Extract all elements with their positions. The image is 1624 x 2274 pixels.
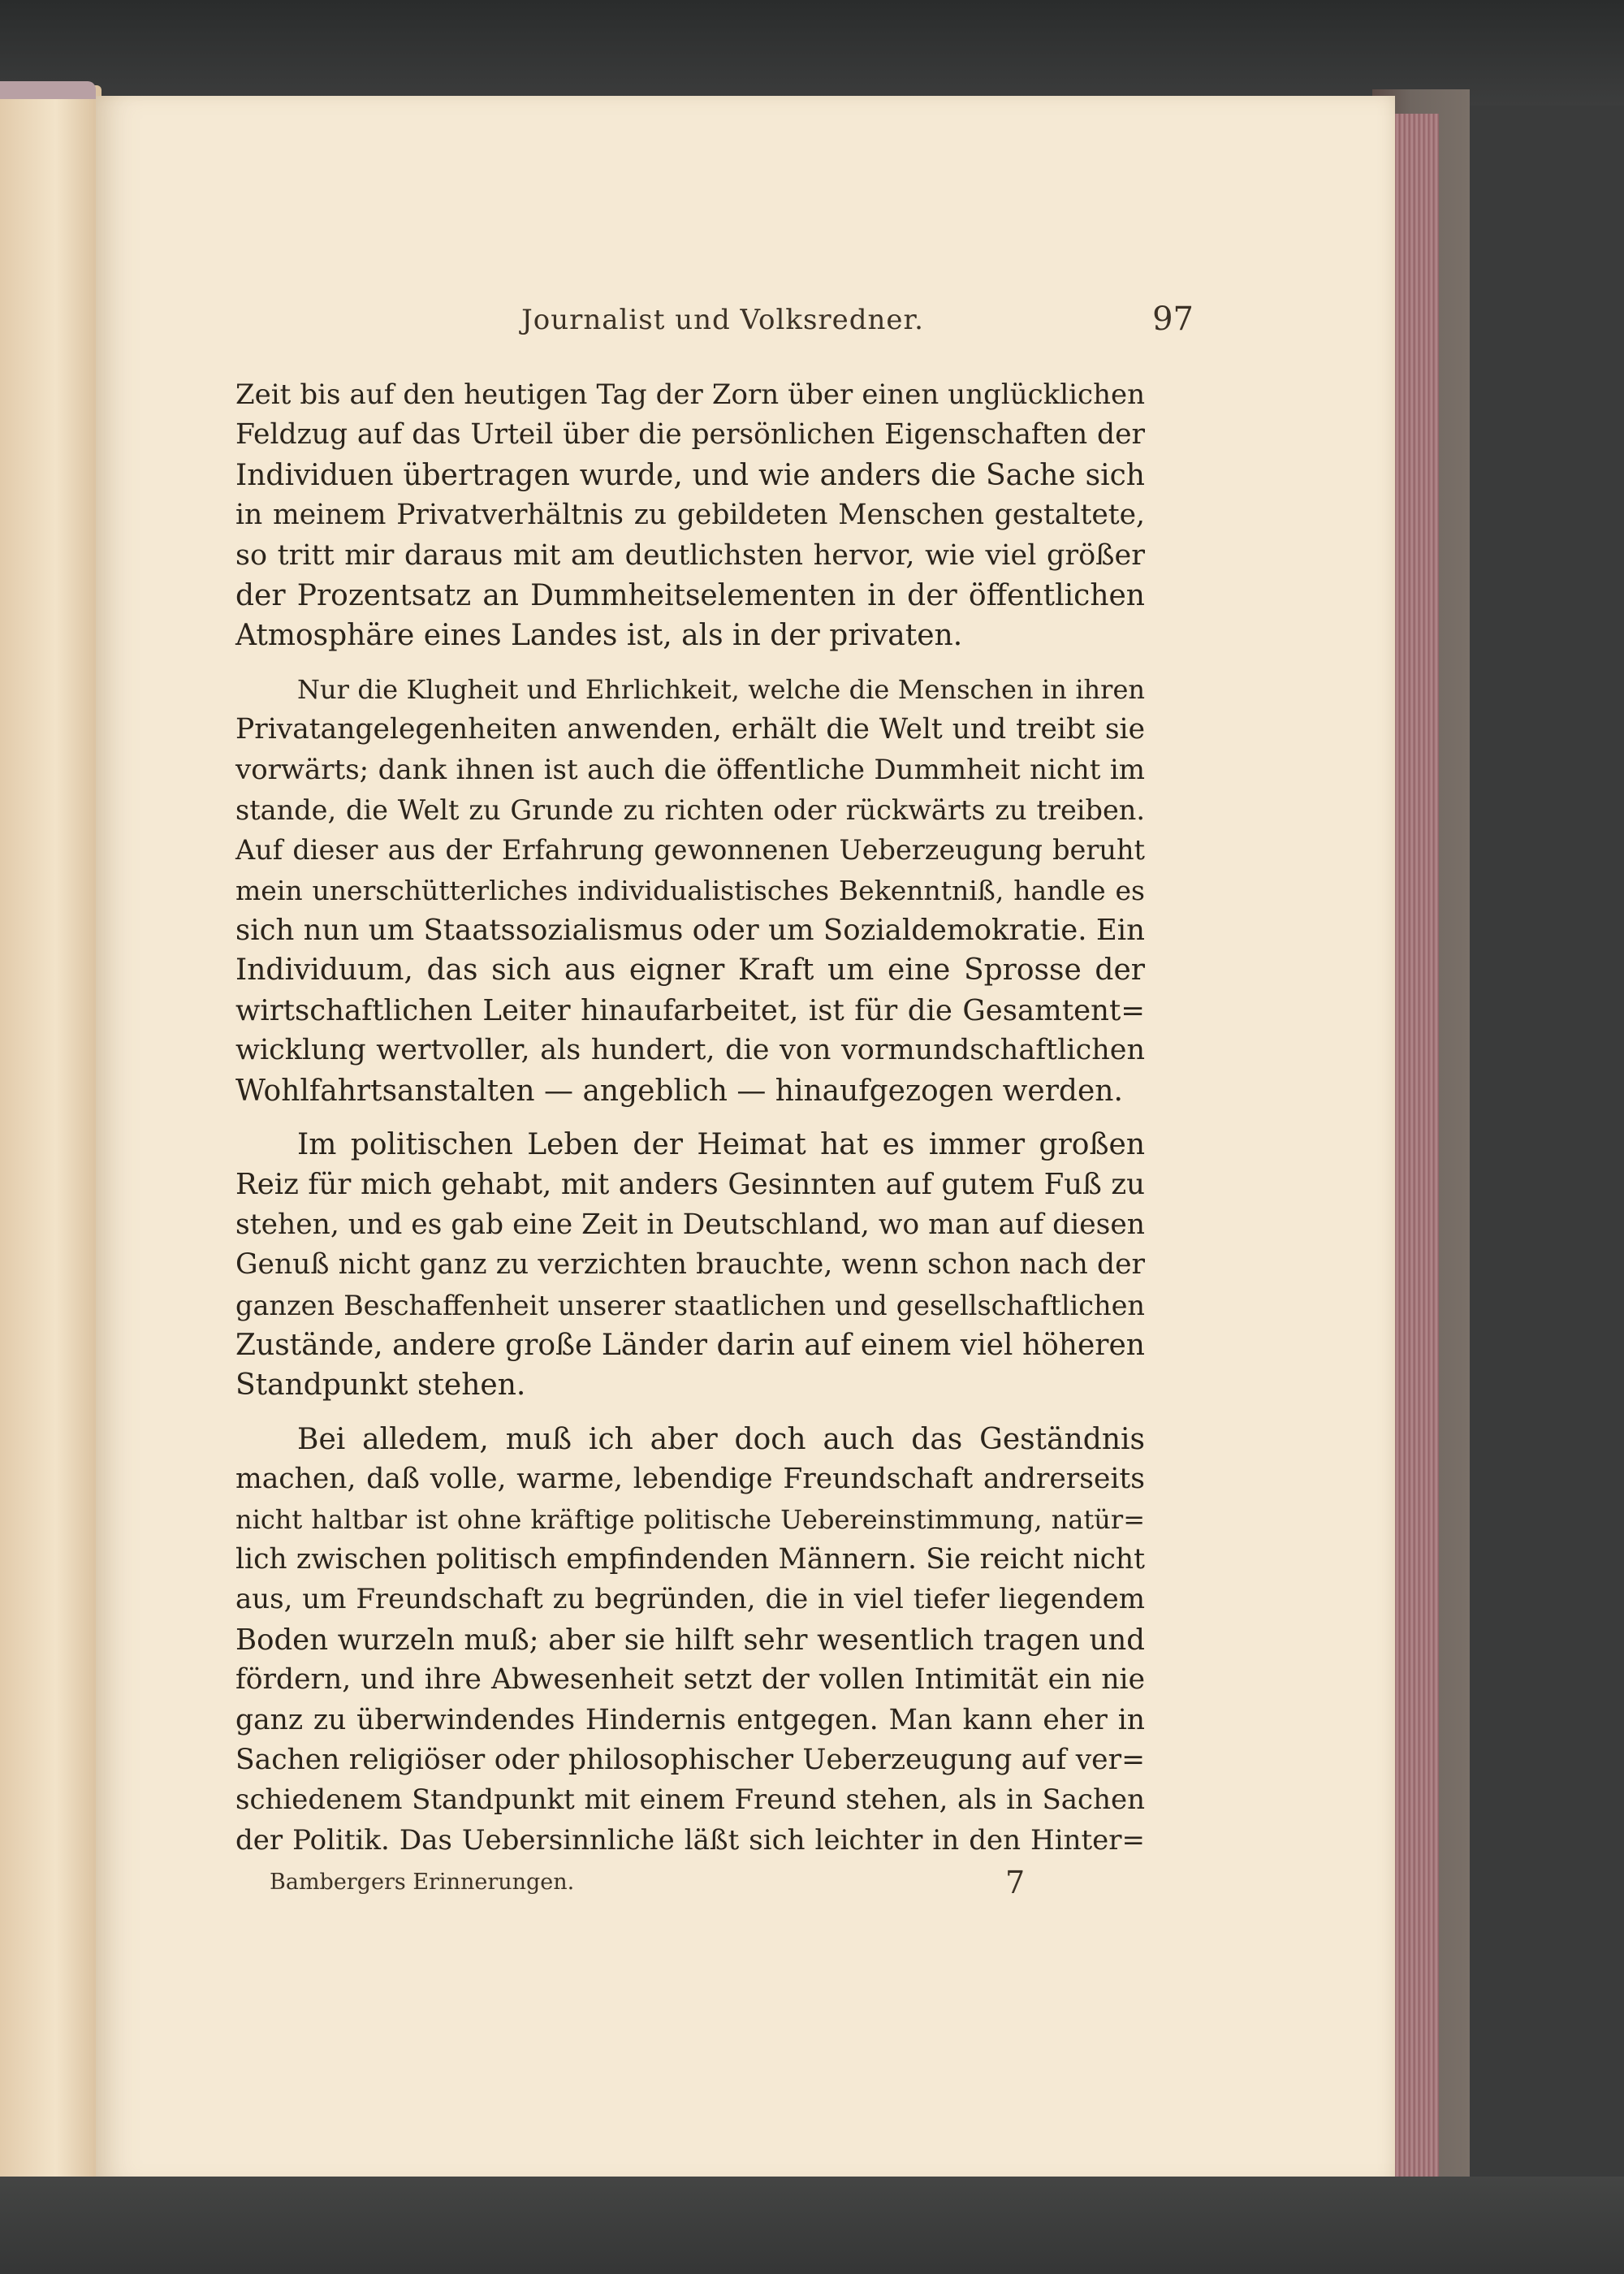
text-line: Reiz für mich gehabt, mit anders Gesinnten auf gutem Fuß zu xyxy=(235,1168,1145,1202)
sheet-number: 7 xyxy=(1005,1865,1026,1900)
facing-page-edge xyxy=(0,85,102,2201)
text-line: so tritt mir daraus mit am deutlichsten hervor, wie viel größer xyxy=(235,538,1145,572)
signature-mark: Bambergers Erinnerungen. xyxy=(270,1870,575,1895)
paragraph xyxy=(235,670,1145,1111)
paragraph xyxy=(235,1420,1145,1861)
text-line: mein unerschütterliches individualistisches Bekenntniß, handle es xyxy=(235,874,1145,906)
text-line: Auf dieser aus der Erfahrung gewonnenen Ueberzeugung beruht xyxy=(235,834,1145,867)
body-text xyxy=(235,375,1145,1861)
text-line: Individuum, das sich aus eigner Kraft um eine Sprosse der xyxy=(235,953,1145,988)
facing-page-top-edge xyxy=(0,81,96,99)
text-line: sich nun um Staatssozialismus oder um Sozialdemokratie. Ein xyxy=(235,914,1145,948)
page-footer xyxy=(270,1865,1082,1900)
text-line: Sachen religiöser oder philosophischer Ueberzeugung auf ver= xyxy=(235,1743,1145,1776)
text-line: schiedenem Standpunkt mit einem Freund stehen, als in Sachen xyxy=(235,1783,1145,1817)
text-line: wirtschaftlichen Leiter hinaufarbeitet, ist für die Gesamtent= xyxy=(235,993,1145,1027)
text-line: Genuß nicht ganz zu verzichten brauchte, wenn schon nach der xyxy=(235,1248,1145,1282)
text-line: Privatangelegenheiten anwenden, erhält die Welt und treibt sie xyxy=(235,713,1145,746)
paragraph xyxy=(235,1125,1145,1406)
text-line: Wohlfahrtsanstalten — angeblich — hinaufgezogen werden. xyxy=(235,1074,1123,1108)
text-line: Boden wurzeln muß; aber sie hilft sehr wesentlich tragen und xyxy=(235,1623,1145,1657)
text-line: stehen, und es gab eine Zeit in Deutschland, wo man auf diesen xyxy=(235,1208,1145,1241)
text-line: nicht haltbar ist ohne kräftige politische Uebereinstimmung, natür= xyxy=(235,1503,1145,1535)
background-bottom xyxy=(0,2177,1624,2274)
text-line: lich zwischen politisch empfindenden Männern. Sie reicht nicht xyxy=(235,1542,1145,1576)
text-line: Bei alledem, muß ich aber doch auch das Geständnis xyxy=(297,1422,1145,1456)
text-line: wicklung wertvoller, als hundert, die von vormundschaftlichen xyxy=(235,1034,1145,1067)
text-line: Nur die Klugheit und Ehrlichkeit, welche die Menschen in ihren xyxy=(297,673,1145,705)
text-line: der Prozentsatz an Dummheitselementen in der öffentlichen xyxy=(235,578,1145,612)
text-line: Zeit bis auf den heutigen Tag der Zorn über einen unglücklichen xyxy=(235,378,1145,411)
text-line: der Politik. Das Uebersinnliche läßt sich leichter in den Hinter= xyxy=(235,1823,1145,1857)
text-line: ganzen Beschaffenheit unserer staatlichen und gesellschaftlichen xyxy=(235,1289,1145,1321)
text-line: Atmosphäre eines Landes ist, als in der privaten. xyxy=(235,619,963,653)
text-line: Im politischen Leben der Heimat hat es immer großen xyxy=(297,1128,1145,1162)
paragraph xyxy=(235,375,1145,656)
text-line: fördern, und ihre Abwesenheit setzt der vollen Intimität ein nie xyxy=(235,1663,1145,1697)
text-line: vorwärts; dank ihnen ist auch die öffentliche Dummheit nicht im xyxy=(235,753,1145,786)
page-header xyxy=(235,300,1194,349)
page-fore-edge xyxy=(1390,114,1439,2185)
text-line: ganz zu überwindendes Hindernis entgegen. Man kann eher in xyxy=(235,1703,1145,1736)
text-line: Standpunkt stehen. xyxy=(235,1368,526,1403)
text-line: in meinem Privatverhältnis zu gebildeten Menschen gestaltete, xyxy=(235,499,1145,532)
running-head: Journalist und Volksredner. xyxy=(521,304,924,336)
text-line: aus, um Freundschaft zu begründen, die in viel tiefer liegendem xyxy=(235,1583,1145,1616)
text-line: machen, daß volle, warme, lebendige Freundschaft andrerseits xyxy=(235,1463,1145,1496)
text-line: Individuen übertragen wurde, und wie anders die Sache sich xyxy=(235,458,1145,492)
page-number: 97 xyxy=(1152,300,1194,338)
text-line: Zustände, andere große Länder darin auf einem viel höheren xyxy=(235,1328,1145,1362)
text-line: Feldzug auf das Urteil über die persönlichen Eigenschaften der xyxy=(235,418,1145,452)
text-line: stande, die Welt zu Grunde zu richten oder rückwärts zu treiben. xyxy=(235,793,1145,826)
